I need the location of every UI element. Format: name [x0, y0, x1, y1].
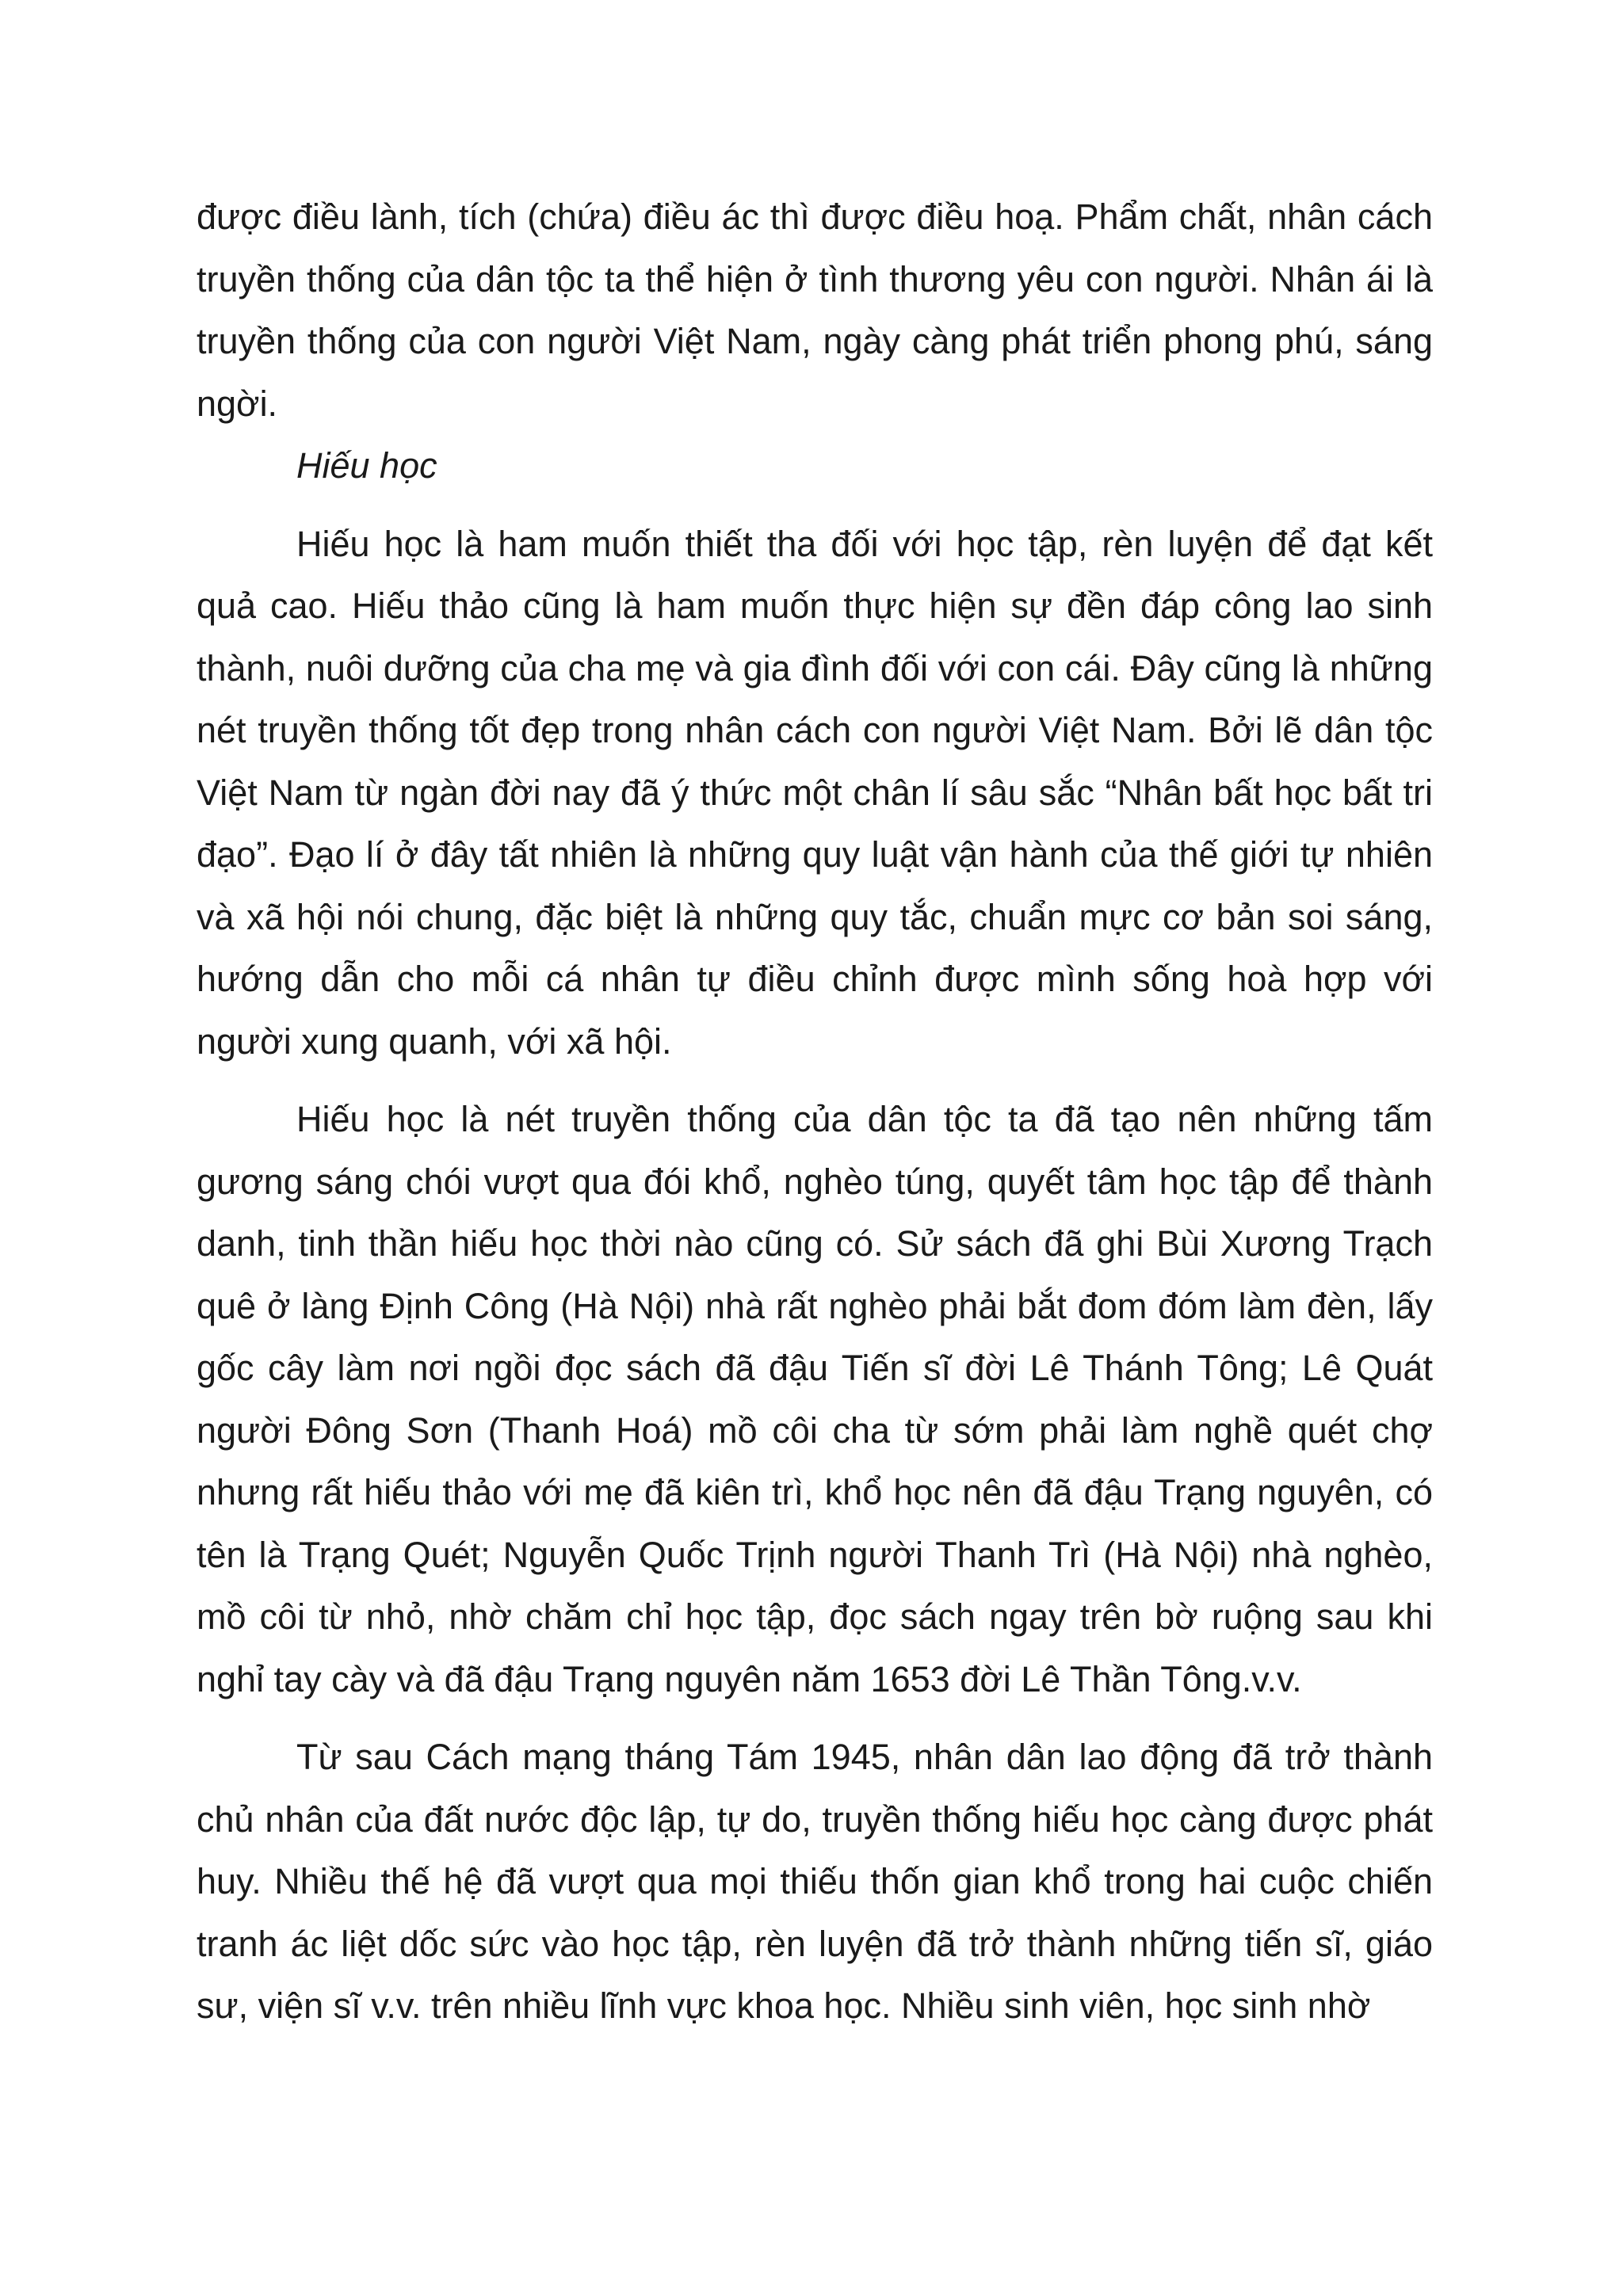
- paragraph-continuation: được điều lành, tích (chứa) điều ác thì được điều hoạ. Phẩm chất, nhân cách truyền thống của dân tộc ta thể hiện ở tình thương yêu con người. Nhân ái là truyền thống của con người Việt Nam, ngày càng phát triển phong phú, sáng ngời.: [197, 196, 1433, 424]
- body-text: [197, 186, 1433, 2038]
- paragraph: Từ sau Cách mạng tháng Tám 1945, nhân dân lao động đã trở thành chủ nhân của đất nước độc lập, tự do, truyền thống hiếu học càng được phát huy. Nhiều thế hệ đã vượt qua mọi thiếu thốn gian khổ trong hai cuộc chiến tranh ác liệt dốc sức vào học tập, rèn luyện đã trở thành những tiến sĩ, giáo sư, viện sĩ v.v. trên nhiều lĩnh vực khoa học. Nhiều sinh viên, học sinh nhờ: [197, 1737, 1433, 2026]
- paragraph: Hiếu học là ham muốn thiết tha đối với học tập, rèn luyện để đạt kết quả cao. Hiếu thảo cũng là ham muốn thực hiện sự đền đáp công lao sinh thành, nuôi dưỡng của cha mẹ và gia đình đối với con cái. Đây cũng là những nét truyền thống tốt đẹp trong nhân cách con người Việt Nam. Bởi lẽ dân tộc Việt Nam từ ngàn đời nay đã ý thức một chân lí sâu sắc “Nhân bất học bất tri đạo”. Đạo lí ở đây tất nhiên là những quy luật vận hành của thế giới tự nhiên và xã hội nói chung, đặc biệt là những quy tắc, chuẩn mực cơ bản soi sáng, hướng dẫn cho mỗi cá nhân tự điều chỉnh được mình sống hoà hợp với người xung quanh, với xã hội.: [197, 523, 1433, 1062]
- paragraph: Hiếu học là nét truyền thống của dân tộc ta đã tạo nên những tấm gương sáng chói vượt qua đói khổ, nghèo túng, quyết tâm học tập để thành danh, tinh thần hiếu học thời nào cũng có. Sử sách đã ghi Bùi Xương Trạch quê ở làng Định Công (Hà Nội) nhà rất nghèo phải bắt đom đóm làm đèn, lấy gốc cây làm nơi ngồi đọc sách đã đậu Tiến sĩ đời Lê Thánh Tông; Lê Quát người Đông Sơn (Thanh Hoá) mồ côi cha từ sớm phải làm nghề quét chợ nhưng rất hiếu thảo với mẹ đã kiên trì, khổ học nên đã đậu Trạng nguyên, có tên là Trạng Quét; Nguyễn Quốc Trịnh người Thanh Trì (Hà Nội) nhà nghèo, mồ côi từ nhỏ, nhờ chăm chỉ học tập, đọc sách ngay trên bờ ruộng sau khi nghỉ tay cày và đã đậu Trạng nguyên năm 1653 đời Lê Thần Tông.v.v.: [197, 1099, 1433, 1699]
- section-heading: Hiếu học: [296, 445, 437, 486]
